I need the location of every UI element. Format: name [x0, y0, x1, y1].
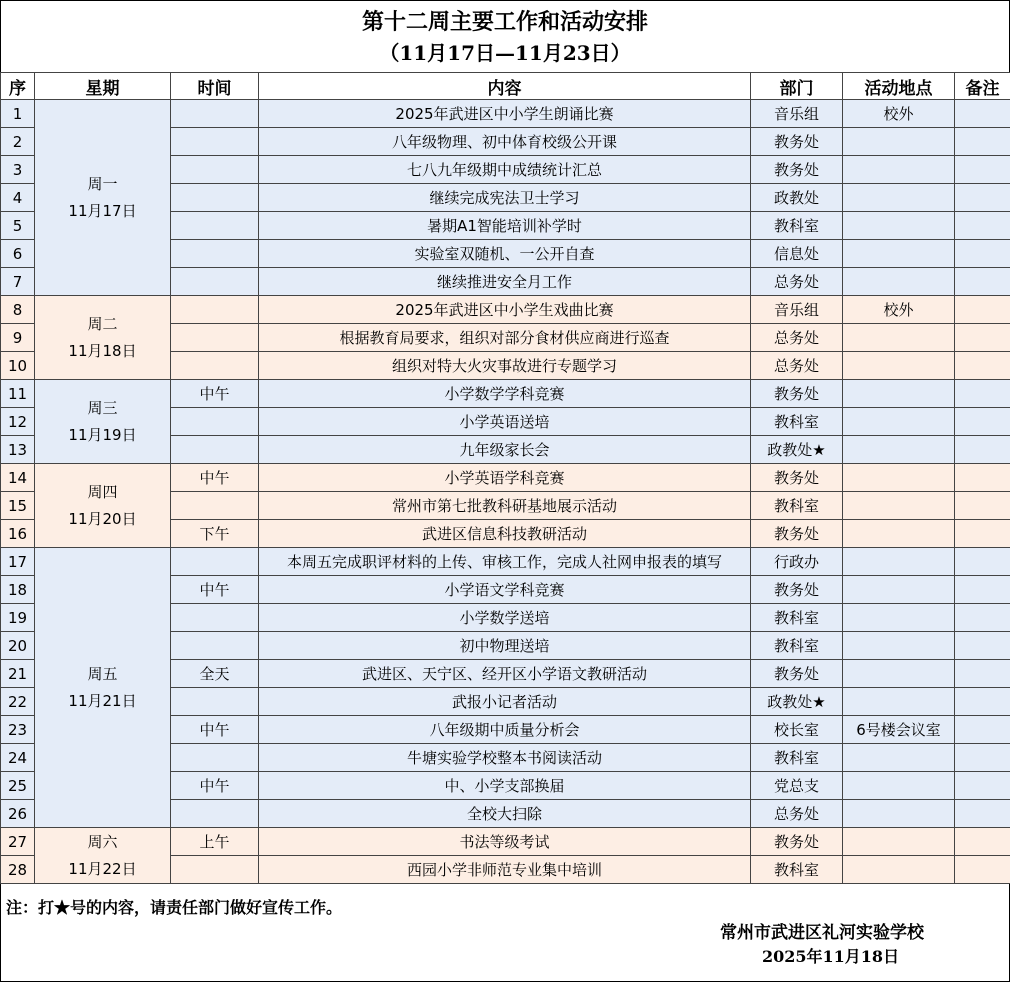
- seq-cell: 26: [1, 800, 35, 828]
- location-cell: [843, 744, 955, 772]
- time-cell: [171, 744, 259, 772]
- content-cell: 组织对特大火灾事故进行专题学习: [259, 352, 751, 380]
- header-time: 时间: [171, 73, 259, 100]
- header-remarks: 备注: [955, 73, 1010, 100]
- content-cell: 2025年武进区中小学生戏曲比赛: [259, 296, 751, 324]
- seq-cell: 5: [1, 212, 35, 240]
- department-cell: 教务处: [751, 520, 843, 548]
- department-cell: 教务处: [751, 576, 843, 604]
- schedule-body: [1, 100, 1010, 884]
- seq-cell: 3: [1, 156, 35, 184]
- remarks-cell: [955, 380, 1010, 408]
- remarks-cell: [955, 212, 1010, 240]
- department-cell: 校长室: [751, 716, 843, 744]
- location-cell: 校外: [843, 100, 955, 128]
- remarks-cell: [955, 408, 1010, 436]
- content-cell: 小学英语送培: [259, 408, 751, 436]
- table-row: [1, 380, 1010, 408]
- time-cell: 中午: [171, 716, 259, 744]
- time-cell: [171, 408, 259, 436]
- content-cell: 实验室双随机、一公开自查: [259, 240, 751, 268]
- remarks-cell: [955, 632, 1010, 660]
- header-seq: 序: [1, 73, 35, 100]
- location-cell: [843, 212, 955, 240]
- remarks-cell: [955, 436, 1010, 464]
- content-cell: 全校大扫除: [259, 800, 751, 828]
- weekday-cell: [35, 828, 171, 884]
- content-cell: 本周五完成职评材料的上传、审核工作，完成人社网申报表的填写: [259, 548, 751, 576]
- seq-cell: 6: [1, 240, 35, 268]
- department-cell: 总务处: [751, 268, 843, 296]
- department-cell: 总务处: [751, 800, 843, 828]
- department-cell: 党总支: [751, 772, 843, 800]
- location-cell: [843, 772, 955, 800]
- remarks-cell: [955, 828, 1010, 856]
- weekday-cell: [35, 548, 171, 828]
- remarks-cell: [955, 800, 1010, 828]
- content-cell: 小学英语学科竞赛: [259, 464, 751, 492]
- content-cell: 武进区、天宁区、经开区小学语文教研活动: [259, 660, 751, 688]
- remarks-cell: [955, 604, 1010, 632]
- seq-cell: 2: [1, 128, 35, 156]
- seq-cell: 8: [1, 296, 35, 324]
- content-cell: 根据教育局要求，组织对部分食材供应商进行巡查: [259, 324, 751, 352]
- seq-cell: 24: [1, 744, 35, 772]
- schedule-table: [0, 72, 1010, 884]
- seq-cell: 27: [1, 828, 35, 856]
- time-cell: [171, 296, 259, 324]
- time-cell: [171, 604, 259, 632]
- time-cell: [171, 548, 259, 576]
- weekday-cell: [35, 380, 171, 464]
- location-cell: [843, 352, 955, 380]
- content-cell: 常州市第七批教科研基地展示活动: [259, 492, 751, 520]
- header-weekday: 星期: [35, 73, 171, 100]
- header-row: [1, 73, 1010, 100]
- department-cell: 教科室: [751, 632, 843, 660]
- weekday-name: 周四: [87, 482, 118, 501]
- department-cell: 教科室: [751, 212, 843, 240]
- content-cell: 中、小学支部换届: [259, 772, 751, 800]
- time-cell: 中午: [171, 464, 259, 492]
- department-cell: 教务处: [751, 660, 843, 688]
- table-row: [1, 828, 1010, 856]
- content-cell: 暑期A1智能培训补学时: [259, 212, 751, 240]
- department-cell: 政教处: [751, 184, 843, 212]
- time-cell: [171, 268, 259, 296]
- location-cell: [843, 856, 955, 884]
- remarks-cell: [955, 576, 1010, 604]
- time-cell: [171, 128, 259, 156]
- header-content: 内容: [259, 73, 751, 100]
- page-title: 第十二周主要工作和活动安排: [361, 9, 648, 35]
- time-cell: [171, 688, 259, 716]
- time-cell: [171, 184, 259, 212]
- seq-cell: 7: [1, 268, 35, 296]
- location-cell: [843, 240, 955, 268]
- location-cell: [843, 492, 955, 520]
- weekday-date: 11月21日: [68, 691, 137, 710]
- department-cell: 政教处★: [751, 688, 843, 716]
- content-cell: 小学数学送培: [259, 604, 751, 632]
- remarks-cell: [955, 268, 1010, 296]
- location-cell: [843, 604, 955, 632]
- content-cell: 小学数学学科竞赛: [259, 380, 751, 408]
- remarks-cell: [955, 240, 1010, 268]
- weekday-cell: [35, 100, 171, 296]
- content-cell: 七八九年级期中成绩统计汇总: [259, 156, 751, 184]
- time-cell: [171, 632, 259, 660]
- time-cell: [171, 352, 259, 380]
- seq-cell: 18: [1, 576, 35, 604]
- department-cell: 信息处: [751, 240, 843, 268]
- remarks-cell: [955, 100, 1010, 128]
- location-cell: [843, 800, 955, 828]
- location-cell: [843, 268, 955, 296]
- location-cell: [843, 660, 955, 688]
- seq-cell: 1: [1, 100, 35, 128]
- location-cell: 6号楼会议室: [843, 716, 955, 744]
- content-cell: 牛塘实验学校整本书阅读活动: [259, 744, 751, 772]
- content-cell: 武报小记者活动: [259, 688, 751, 716]
- content-cell: 八年级期中质量分析会: [259, 716, 751, 744]
- time-cell: 中午: [171, 772, 259, 800]
- weekday-date: 11月18日: [68, 341, 137, 360]
- remarks-cell: [955, 716, 1010, 744]
- location-cell: [843, 828, 955, 856]
- table-row: [1, 548, 1010, 576]
- location-cell: 校外: [843, 296, 955, 324]
- remarks-cell: [955, 156, 1010, 184]
- time-cell: [171, 100, 259, 128]
- seq-cell: 14: [1, 464, 35, 492]
- location-cell: [843, 548, 955, 576]
- content-cell: 继续完成宪法卫士学习: [259, 184, 751, 212]
- department-cell: 教科室: [751, 744, 843, 772]
- remarks-cell: [955, 744, 1010, 772]
- seq-cell: 9: [1, 324, 35, 352]
- remarks-cell: [955, 520, 1010, 548]
- content-cell: 书法等级考试: [259, 828, 751, 856]
- seq-cell: 17: [1, 548, 35, 576]
- content-cell: 武进区信息科技教研活动: [259, 520, 751, 548]
- department-cell: 教科室: [751, 604, 843, 632]
- time-cell: [171, 324, 259, 352]
- time-cell: [171, 212, 259, 240]
- weekday-name: 周五: [87, 664, 118, 683]
- department-cell: 政教处★: [751, 436, 843, 464]
- seq-cell: 28: [1, 856, 35, 884]
- seq-cell: 16: [1, 520, 35, 548]
- department-cell: 教科室: [751, 856, 843, 884]
- time-cell: [171, 240, 259, 268]
- seq-cell: 10: [1, 352, 35, 380]
- seq-cell: 13: [1, 436, 35, 464]
- time-cell: [171, 436, 259, 464]
- location-cell: [843, 436, 955, 464]
- time-cell: [171, 800, 259, 828]
- table-row: [1, 464, 1010, 492]
- seq-cell: 4: [1, 184, 35, 212]
- seq-cell: 15: [1, 492, 35, 520]
- department-cell: 行政办: [751, 548, 843, 576]
- time-cell: 上午: [171, 828, 259, 856]
- weekday-name: 周二: [87, 314, 118, 333]
- time-cell: 中午: [171, 380, 259, 408]
- time-cell: 下午: [171, 520, 259, 548]
- time-cell: [171, 856, 259, 884]
- department-cell: 教科室: [751, 408, 843, 436]
- weekday-name: 周一: [87, 174, 118, 193]
- location-cell: [843, 128, 955, 156]
- weekday-date: 11月19日: [68, 425, 137, 444]
- department-cell: 教务处: [751, 380, 843, 408]
- weekday-name: 周三: [87, 398, 118, 417]
- weekday-date: 11月20日: [68, 509, 137, 528]
- location-cell: [843, 408, 955, 436]
- weekday-cell: [35, 296, 171, 380]
- location-cell: [843, 632, 955, 660]
- location-cell: [843, 464, 955, 492]
- school-name: 常州市武进区礼河实验学校: [720, 923, 924, 943]
- remarks-cell: [955, 184, 1010, 212]
- department-cell: 音乐组: [751, 296, 843, 324]
- department-cell: 教务处: [751, 464, 843, 492]
- content-cell: 九年级家长会: [259, 436, 751, 464]
- header-department: 部门: [751, 73, 843, 100]
- remarks-cell: [955, 464, 1010, 492]
- remarks-cell: [955, 324, 1010, 352]
- location-cell: [843, 380, 955, 408]
- content-cell: 八年级物理、初中体育校级公开课: [259, 128, 751, 156]
- weekday-cell: [35, 464, 171, 548]
- table-row: [1, 100, 1010, 128]
- time-cell: [171, 492, 259, 520]
- page-subtitle: （11月17日—11月23日）: [379, 41, 631, 65]
- footnote: 注：打★号的内容，请责任部门做好宣传工作。: [6, 898, 343, 917]
- seq-cell: 12: [1, 408, 35, 436]
- remarks-cell: [955, 352, 1010, 380]
- remarks-cell: [955, 772, 1010, 800]
- header-location: 活动地点: [843, 73, 955, 100]
- time-cell: 中午: [171, 576, 259, 604]
- location-cell: [843, 184, 955, 212]
- remarks-cell: [955, 688, 1010, 716]
- seq-cell: 20: [1, 632, 35, 660]
- seq-cell: 23: [1, 716, 35, 744]
- location-cell: [843, 324, 955, 352]
- department-cell: 教科室: [751, 492, 843, 520]
- location-cell: [843, 576, 955, 604]
- department-cell: 教务处: [751, 128, 843, 156]
- table-row: [1, 296, 1010, 324]
- remarks-cell: [955, 548, 1010, 576]
- remarks-cell: [955, 128, 1010, 156]
- seq-cell: 11: [1, 380, 35, 408]
- content-cell: 小学语文学科竞赛: [259, 576, 751, 604]
- remarks-cell: [955, 296, 1010, 324]
- time-cell: [171, 156, 259, 184]
- weekday-date: 11月22日: [68, 859, 137, 878]
- department-cell: 总务处: [751, 324, 843, 352]
- sign-date: 2025年11月18日: [762, 947, 900, 966]
- content-cell: 初中物理送培: [259, 632, 751, 660]
- remarks-cell: [955, 492, 1010, 520]
- department-cell: 教务处: [751, 828, 843, 856]
- department-cell: 音乐组: [751, 100, 843, 128]
- remarks-cell: [955, 856, 1010, 884]
- seq-cell: 25: [1, 772, 35, 800]
- weekday-name: 周六: [87, 832, 118, 851]
- weekday-date: 11月17日: [68, 201, 137, 220]
- time-cell: 全天: [171, 660, 259, 688]
- seq-cell: 21: [1, 660, 35, 688]
- content-cell: 2025年武进区中小学生朗诵比赛: [259, 100, 751, 128]
- content-cell: 继续推进安全月工作: [259, 268, 751, 296]
- department-cell: 总务处: [751, 352, 843, 380]
- location-cell: [843, 156, 955, 184]
- seq-cell: 19: [1, 604, 35, 632]
- department-cell: 教务处: [751, 156, 843, 184]
- seq-cell: 22: [1, 688, 35, 716]
- remarks-cell: [955, 660, 1010, 688]
- location-cell: [843, 688, 955, 716]
- content-cell: 西园小学非师范专业集中培训: [259, 856, 751, 884]
- location-cell: [843, 520, 955, 548]
